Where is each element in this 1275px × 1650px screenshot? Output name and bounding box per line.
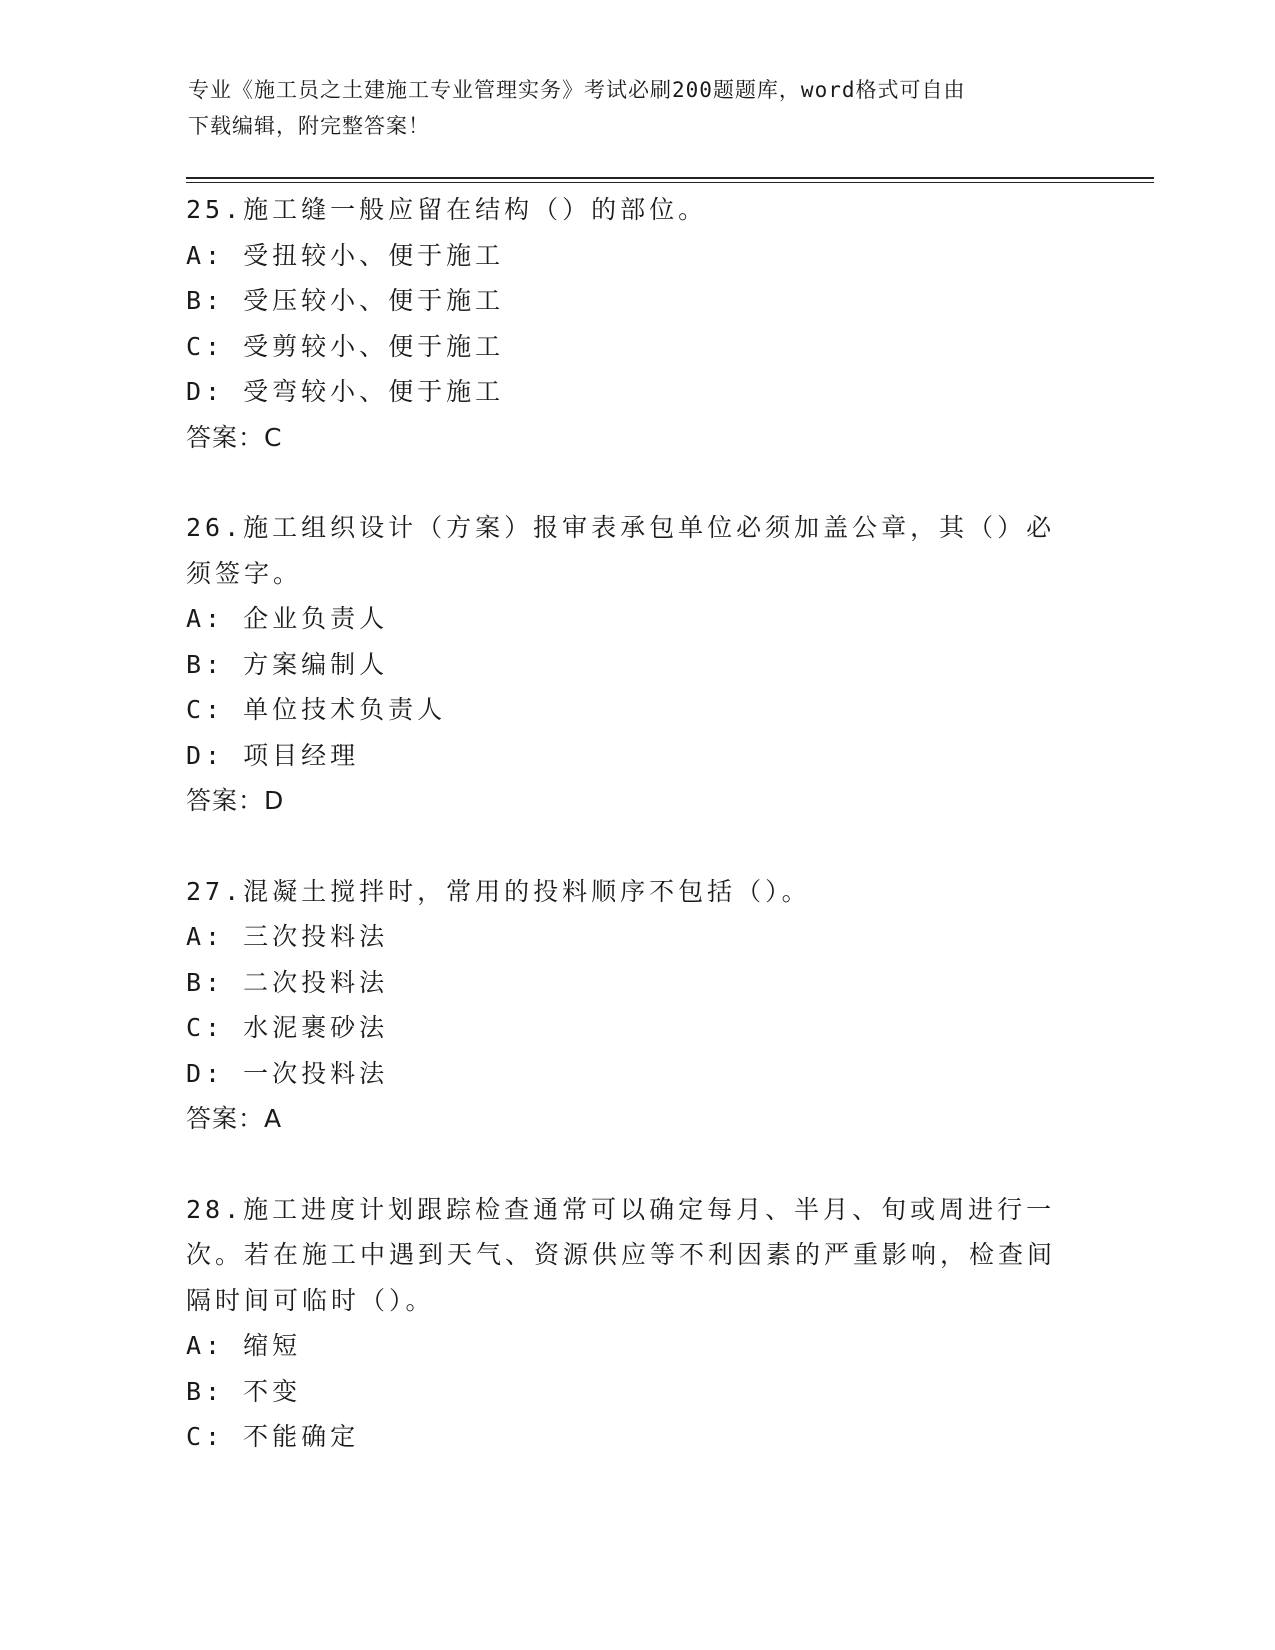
option-d: D: 一次投料法: [186, 1058, 389, 1088]
option-c: C: 受剪较小、便于施工: [186, 331, 505, 361]
question-26: [186, 505, 1086, 824]
header-divider-thick: [186, 177, 1154, 179]
option-b: B: 不变: [186, 1376, 302, 1406]
question-27: [186, 869, 1086, 1142]
document-header: [188, 72, 1088, 144]
option-d: D: 受弯较小、便于施工: [186, 377, 505, 406]
answer: 答案：D: [186, 786, 285, 815]
question-stem: 25.施工缝一般应留在结构（）的部位。: [186, 195, 708, 224]
question-stem: 26.施工组织设计（方案）报审表承包单位必须加盖公章，其（）必须签字。: [186, 513, 1056, 588]
option-b: B: 受压较小、便于施工: [186, 286, 505, 315]
header-line-1: 专业《施工员之土建施工专业管理实务》考试必刷200题题库，word格式可自由: [188, 78, 966, 102]
option-a: A: 受扭较小、便于施工: [186, 240, 505, 270]
question-25: [186, 187, 1086, 460]
option-b: B: 二次投料法: [186, 967, 389, 997]
option-a: A: 三次投料法: [186, 922, 389, 951]
question-stem: 28.施工进度计划跟踪检查通常可以确定每月、半月、旬或周进行一次。若在施工中遇到天气、资源供应等不利因素的严重影响，检查间隔时间可临时（）。: [186, 1194, 1057, 1315]
answer: 答案：A: [186, 1104, 283, 1133]
question-list: [186, 187, 1086, 1505]
option-a: A: 企业负责人: [186, 604, 389, 633]
option-c: C: 单位技术负责人: [186, 695, 447, 724]
question-stem: 27.混凝土搅拌时，常用的投料顺序不包括（）。: [186, 876, 811, 906]
option-c: C: 水泥裹砂法: [186, 1013, 389, 1042]
header-line-2: 下载编辑，附完整答案！: [188, 114, 430, 138]
option-c: C: 不能确定: [186, 1422, 360, 1451]
answer: 答案：C: [186, 422, 283, 452]
question-28: [186, 1187, 1086, 1460]
option-a: A: 缩短: [186, 1331, 302, 1360]
option-b: B: 方案编制人: [186, 649, 389, 679]
option-d: D: 项目经理: [186, 740, 360, 770]
header-divider-thin: [186, 182, 1154, 183]
